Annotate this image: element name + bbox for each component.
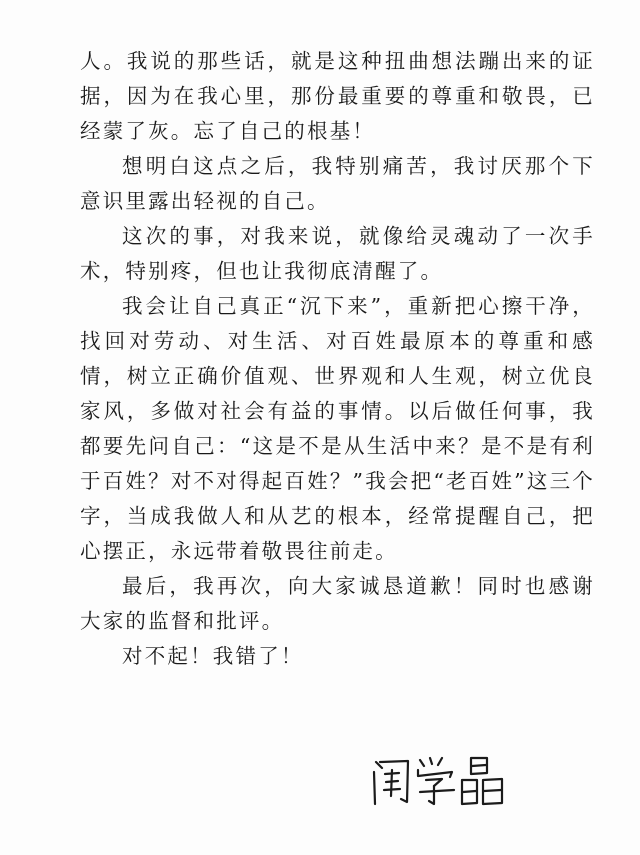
- handwritten-signature: [368, 752, 518, 812]
- paragraph-closing: 对不起！我错了！: [122, 644, 304, 668]
- paragraph-continuation: 人。我说的那些话，就是这种扭曲想法蹦出来的证据，因为在我心里，那份最重要的尊重和敬畏，已经蒙了灰。忘了自己的根基！: [80, 49, 595, 143]
- paragraph-apology: 最后，我再次，向大家诚恳道歉！同时也感谢大家的监督和批评。: [80, 574, 595, 633]
- letter-body: [80, 44, 595, 674]
- paragraph-commitment: 我会让自己真正“沉下来”，重新把心擦干净，找回对劳动、对生活、对百姓最原本的尊重和感情，树立正确价值观、世界观和人生观，树立优良家风，多做对社会有益的事情。以后做任何事，我都要先问自己：“这是不是从生活中来？是不是有利于百姓？对不对得起百姓？”我会把“老百姓”这三个字，当成我做人和从艺的根本，经常提醒自己，把心摆正，永远带着敬畏往前走。: [80, 294, 595, 563]
- signature-drawing: [368, 752, 518, 812]
- paragraph-realization: 想明白这点之后，我特别痛苦，我讨厌那个下意识里露出轻视的自己。: [80, 154, 595, 213]
- paragraph-surgery-metaphor: 这次的事，对我来说，就像给灵魂动了一次手术，特别疼，但也让我彻底清醒了。: [80, 224, 595, 283]
